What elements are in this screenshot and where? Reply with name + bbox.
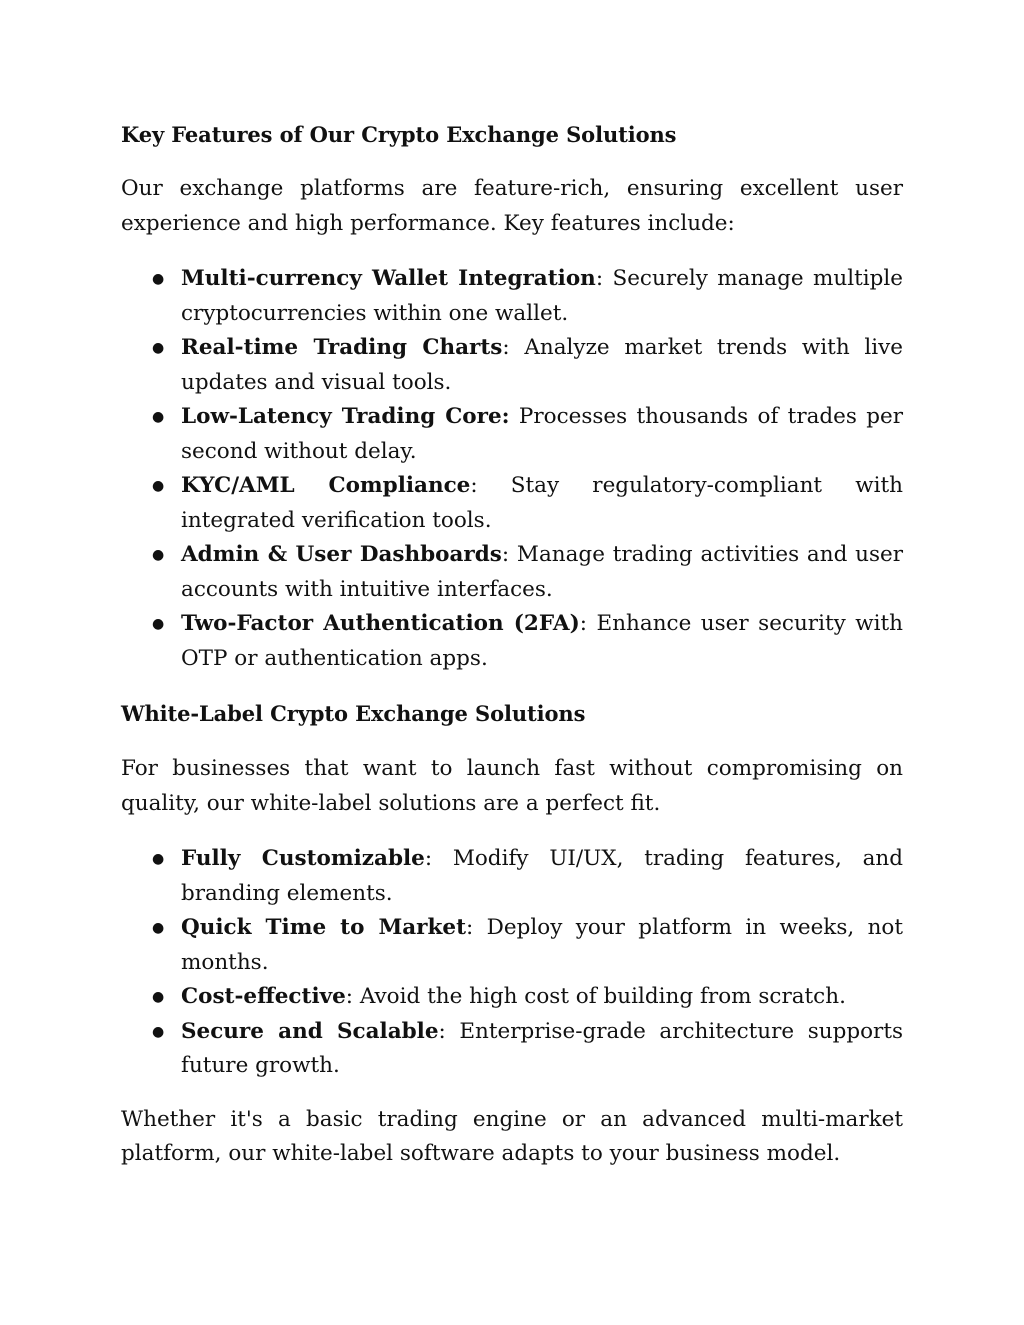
bullet-icon: ● xyxy=(152,547,165,563)
item-separator: : xyxy=(595,266,604,291)
item-description: Processes thousands of trades per second without delay. xyxy=(181,404,903,464)
item-separator: : xyxy=(438,1018,446,1044)
white-label-list xyxy=(121,842,903,1084)
item-separator: : xyxy=(470,473,478,498)
item-description: Deploy your platform in weeks, not months. xyxy=(181,915,903,975)
item-term: Admin & User Dashboards xyxy=(181,542,502,567)
feature-list xyxy=(121,262,903,676)
list-item xyxy=(121,469,903,538)
item-term: Secure and Scalable xyxy=(181,1018,439,1044)
document-page xyxy=(121,118,903,1172)
bullet-icon: ● xyxy=(152,478,165,494)
list-item xyxy=(121,842,903,911)
bullet-icon: ● xyxy=(152,271,165,287)
item-separator: : xyxy=(579,611,588,636)
closing-paragraph: Whether it's a basic trading engine or an advanced multi-market platform, our white-label software adapts to your business model. xyxy=(121,1106,903,1166)
list-item xyxy=(121,400,903,469)
item-separator: : xyxy=(466,915,474,940)
bullet-icon: ● xyxy=(152,920,165,936)
item-term: Real-time Trading Charts xyxy=(181,335,503,360)
section-heading-key-features: Key Features of Our Crypto Exchange Solutions xyxy=(121,122,677,147)
list-item xyxy=(121,331,903,400)
list-item xyxy=(121,607,903,676)
item-description: Avoid the high cost of building from scratch. xyxy=(353,984,846,1009)
intro-paragraph: Our exchange platforms are feature-rich, ensuring excellent user experience and high performance. Key features include: xyxy=(121,176,903,236)
list-item xyxy=(121,262,903,331)
item-term: KYC/AML Compliance xyxy=(181,473,471,498)
list-item xyxy=(121,538,903,607)
list-item xyxy=(121,911,903,980)
item-separator: : xyxy=(501,542,510,567)
list-item xyxy=(121,1015,903,1084)
item-term: Low-Latency Trading Core: xyxy=(181,404,510,429)
item-separator: : xyxy=(424,846,433,871)
bullet-icon: ● xyxy=(152,851,165,867)
section-heading-white-label: White-Label Crypto Exchange Solutions xyxy=(121,701,586,726)
item-description: Analyze market trends with live updates and visual tools. xyxy=(181,335,903,395)
item-description: Modify UI/UX, trading features, and branding elements. xyxy=(181,846,903,906)
item-description: Securely manage multiple cryptocurrencies within one wallet. xyxy=(181,266,903,326)
item-description: Enhance user security with OTP or authentication apps. xyxy=(181,611,903,671)
bullet-icon: ● xyxy=(152,409,165,425)
intro-paragraph: For businesses that want to launch fast without compromising on quality, our white-label solutions are a perfect fit. xyxy=(121,756,903,816)
item-term: Multi-currency Wallet Integration xyxy=(181,266,596,291)
item-description: Stay regulatory-compliant with integrated verification tools. xyxy=(181,473,904,533)
bullet-icon: ● xyxy=(152,1023,165,1040)
item-term: Two-Factor Authentication (2FA) xyxy=(181,611,580,636)
item-separator: : xyxy=(345,984,354,1009)
bullet-icon: ● xyxy=(152,340,165,356)
list-item xyxy=(121,980,903,1015)
item-description: Enterprise-grade architecture supports future growth. xyxy=(181,1018,904,1078)
bullet-icon: ● xyxy=(152,989,165,1005)
item-term: Fully Customizable xyxy=(181,846,425,871)
item-term: Cost-effective xyxy=(181,984,346,1009)
bullet-icon: ● xyxy=(152,616,165,632)
item-separator: : xyxy=(502,335,510,360)
item-term: Quick Time to Market xyxy=(181,915,467,940)
item-description: Manage trading activities and user accounts with intuitive interfaces. xyxy=(181,542,903,602)
